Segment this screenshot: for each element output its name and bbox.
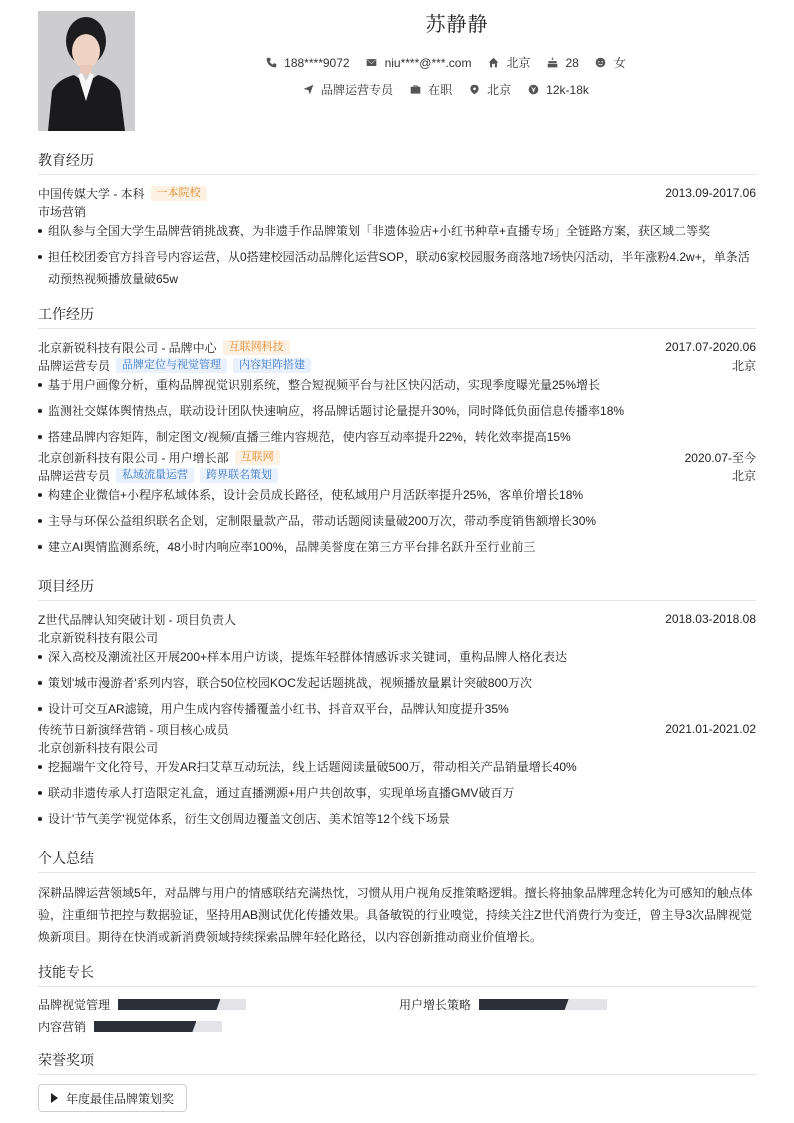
skill-name: 内容营销	[38, 1020, 87, 1034]
summary-section	[38, 848, 756, 948]
project-company: 北京新锐科技有限公司	[38, 630, 159, 645]
location-item	[487, 54, 530, 71]
list-item: 策划'城市漫游者'系列内容，联合50位校园KOC发起话题挑战，视频播放量累计突破800万次	[38, 672, 756, 694]
list-item: 设计'节气美学'视觉体系，衍生文创周边覆盖文创店、美术馆等12个线下场景	[38, 808, 756, 830]
age-item	[546, 54, 578, 71]
job-role-line	[38, 466, 756, 484]
projects-section	[38, 576, 756, 834]
company-name: 北京创新科技有限公司 - 用户增长部	[38, 450, 229, 465]
contact-info-row	[135, 54, 756, 71]
cake-icon	[546, 57, 558, 69]
list-item: 挖掘端午文化符号，开发AR扫艾草互动玩法，线上话题阅读量破500万，带动相关产品销量增长40%	[38, 756, 756, 778]
company-name: 北京新锐科技有限公司 - 品牌中心	[38, 340, 217, 355]
job-header	[38, 448, 756, 466]
date-range: 2020.07-至今	[684, 450, 756, 465]
date-range: 2013.09-2017.06	[665, 186, 756, 200]
location-icon	[468, 84, 480, 96]
section-title: 荣誉奖项	[38, 1050, 756, 1075]
salary-text: 12k-18k	[546, 82, 589, 97]
job-city: 北京	[731, 468, 756, 483]
city-item	[468, 81, 511, 98]
awards-section	[38, 1050, 756, 1112]
status-text: 在职	[428, 83, 453, 97]
skill-item	[38, 1018, 222, 1035]
school-name: 中国传媒大学 - 本科	[38, 186, 145, 201]
section-title: 工作经历	[38, 304, 756, 329]
skill-item	[399, 996, 607, 1013]
mail-icon	[366, 57, 378, 69]
skill-bar	[479, 999, 607, 1010]
list-item: 搭建品牌内容矩阵，制定图文/视频/直播三维内容规范，使内容互动率提升22%，转化效率提高15%	[38, 426, 756, 448]
job-role-line	[38, 356, 756, 374]
list-item: 主导与环保公益组织联名企划，定制限量款产品，带动话题阅读量破200万次，带动季度销售额增长30%	[38, 510, 756, 532]
location-text: 北京	[506, 56, 531, 70]
phone-text: 188****9072	[284, 55, 350, 70]
major: 市场营销	[38, 204, 87, 219]
skill-bar	[118, 999, 246, 1010]
job-role: 品牌运营专员	[38, 358, 111, 373]
summary-text: 深耕品牌运营领域5年，对品牌与用户的情感联结充满热忱，习惯从用户视角反推策略逻辑。擅长将抽象品牌理念转化为可感知的触点体验，注重细节把控与数据验证，坚持用AB测试优化传播效果。具备敏锐的行业嗅觉，持续关注Z世代消费行为变迁，曾主导3次品牌视觉焕新项目。期待在快消或新消费领域持续探索品牌年轻化路径，以内容创新推动商业价值增长。	[38, 886, 753, 944]
section-title: 技能专长	[38, 962, 756, 987]
list-item: 建立AI舆情监测系统，48小时内响应率100%，品牌美誉度在第三方平台排名跃升至行业前三	[38, 536, 756, 558]
list-item: 担任校团委官方抖音号内容运营，从0搭建校园活动品牌化运营SOP，联动6家校园服务商落地7场快闪活动，半年涨粉4.2w+，单条活动预热视频播放量破65w	[38, 246, 756, 290]
industry-tag: 互联网科技	[223, 340, 290, 355]
briefcase-icon	[409, 84, 421, 96]
section-title: 个人总结	[38, 848, 756, 873]
phone-item	[265, 54, 349, 71]
money-icon	[527, 84, 539, 96]
list-item: 联动非遗传承人打造限定礼盒，通过直播溯源+用户共创故事，实现单场直播GMV破百万	[38, 782, 756, 804]
age-text: 28	[565, 55, 579, 70]
skill-bar-fill	[118, 999, 220, 1010]
list-item: 构建企业微信+小程序私域体系，设计会员成长路径，使私域用户月活跃率提升25%，客单价增长18%	[38, 484, 756, 506]
skill-name: 用户增长策略	[399, 998, 472, 1012]
project-name: Z世代品牌认知突破计划 - 项目负责人	[38, 612, 236, 627]
industry-tag: 互联网	[235, 450, 280, 465]
phone-icon	[265, 57, 277, 69]
skill-tag: 内容矩阵搭建	[233, 358, 311, 373]
skill-item	[38, 996, 246, 1013]
skill-bar	[94, 1021, 222, 1032]
salary-item	[527, 81, 589, 98]
list-item: 监测社交媒体舆情热点，联动设计团队快速响应，将品牌话题讨论量提升30%，同时降低负面信息传播率18%	[38, 400, 756, 422]
education-section	[38, 150, 756, 294]
city-text: 北京	[487, 83, 512, 97]
list-item: 深入高校及潮流社区开展200+样本用户访谈，提炼年轻群体情感诉求关键词，重构品牌人格化表达	[38, 646, 756, 668]
date-range: 2021.01-2021.02	[665, 722, 756, 736]
gender-text: 女	[613, 56, 626, 70]
email-text: niu****@***.com	[384, 55, 472, 70]
home-icon	[487, 57, 499, 69]
list-item: 设计可交互AR滤镜，用户生成内容传播覆盖小红书、抖音双平台，品牌认知度提升35%	[38, 698, 756, 720]
award-name: 年度最佳品牌策划奖	[66, 1091, 175, 1106]
send-icon	[302, 84, 314, 96]
project-header	[38, 610, 756, 628]
skill-tag: 跨界联名策划	[200, 468, 278, 483]
candidate-name: 苏静静	[425, 14, 489, 36]
award-item[interactable]	[38, 1084, 187, 1112]
job-role: 品牌运营专员	[38, 468, 111, 483]
date-range: 2018.03-2018.08	[665, 612, 756, 626]
email-item	[366, 54, 472, 71]
play-icon	[51, 1093, 58, 1103]
education-header	[38, 184, 756, 202]
skill-tag: 私域流量运营	[116, 468, 194, 483]
section-title: 教育经历	[38, 150, 756, 175]
list-item: 基于用户画像分析，重构品牌视觉识别系统，整合短视频平台与社区快闪活动，实现季度曝光量25%增长	[38, 374, 756, 396]
status-item	[409, 81, 452, 98]
job-intent-row	[135, 81, 756, 98]
project-name: 传统节日新演绎营销 - 项目核心成员	[38, 722, 229, 737]
list-item: 组队参与全国大学生品牌营销挑战赛，为非遗手作品牌策划「非遗体验店+小红书种草+直播专场」全链路方案，获区域二等奖	[38, 220, 756, 242]
date-range: 2017.07-2020.06	[665, 340, 756, 354]
work-section	[38, 304, 756, 562]
job-target-item	[302, 81, 393, 98]
skill-tag: 品牌定位与视觉管理	[116, 358, 227, 373]
job-target-text: 品牌运营专员	[321, 83, 394, 97]
skills-list	[38, 996, 756, 1036]
gender-icon	[595, 57, 607, 69]
skill-bar-fill	[94, 1021, 196, 1032]
job-header	[38, 338, 756, 356]
project-company: 北京创新科技有限公司	[38, 740, 159, 755]
job-city: 北京	[731, 358, 756, 373]
school-tag: 一本院校	[151, 186, 207, 201]
project-header	[38, 720, 756, 738]
section-title: 项目经历	[38, 576, 756, 601]
skills-section	[38, 962, 756, 1036]
gender-item	[595, 54, 626, 71]
skill-name: 品牌视觉管理	[38, 998, 111, 1012]
skill-bar-fill	[479, 999, 569, 1010]
